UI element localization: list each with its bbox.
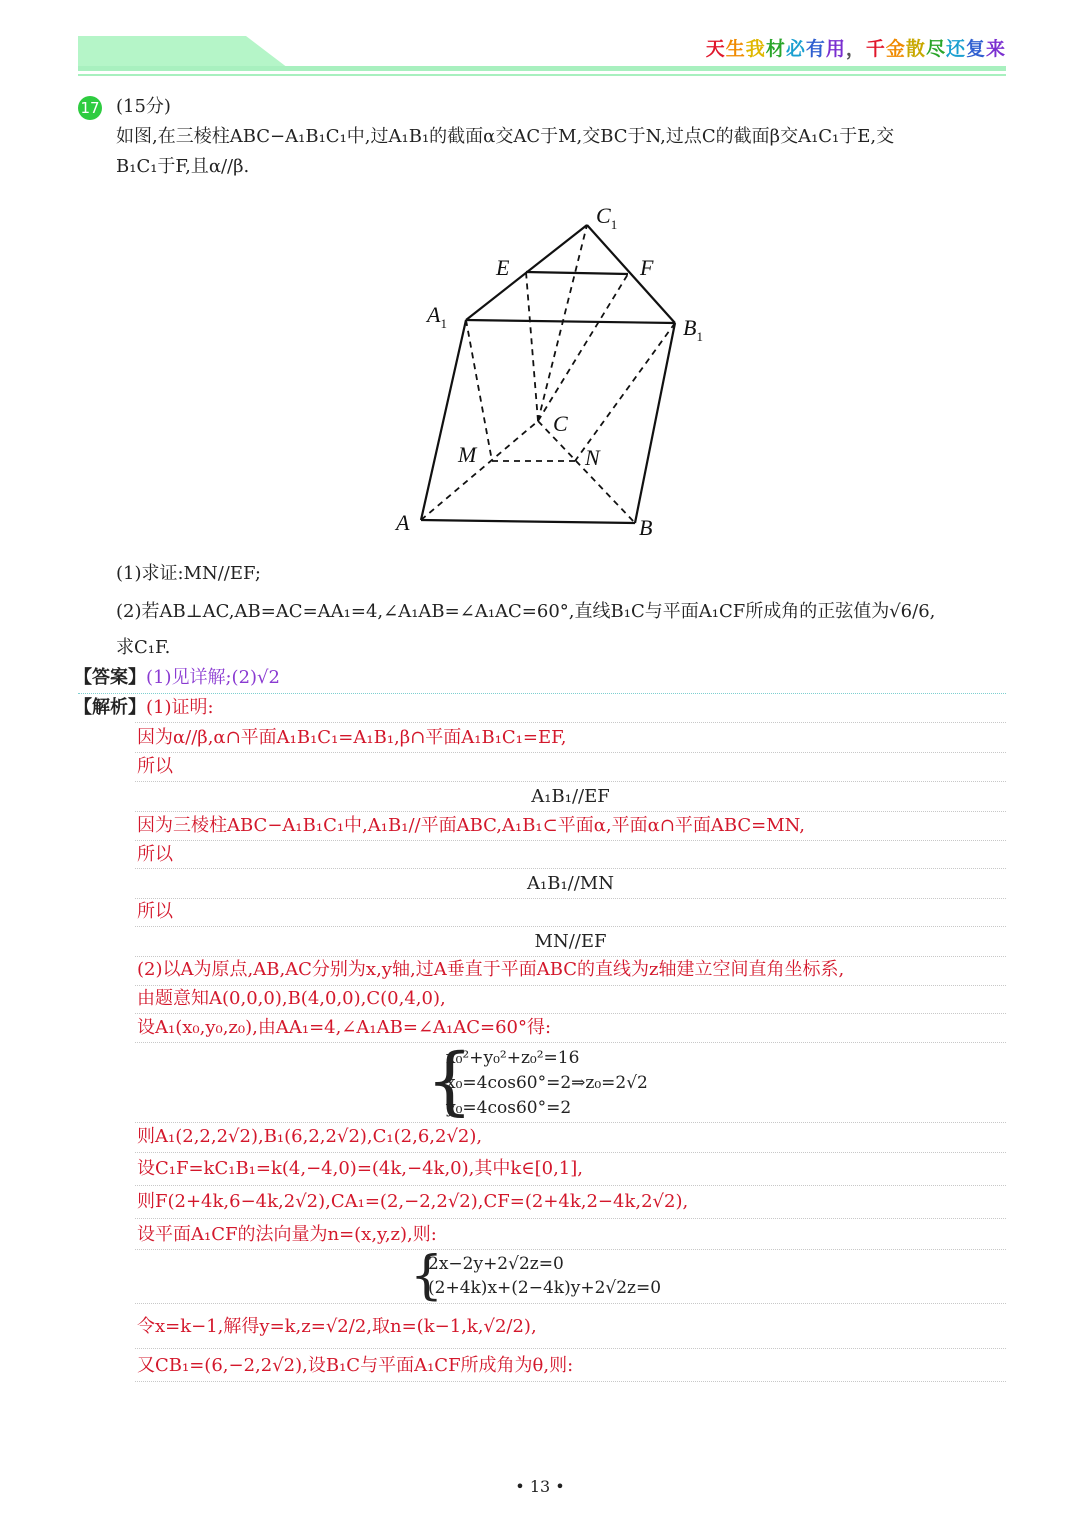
header-rule (78, 66, 1006, 71)
header-band (78, 36, 288, 68)
edge-a1-a (421, 320, 466, 520)
label-n: N (585, 445, 600, 470)
part2-line7: 设平面A₁CF的法向量为n=(x,y,z),则: (137, 1224, 437, 1245)
solution-l2: 因为α//β,α∩平面A₁B₁C₁=A₁B₁,β∩平面A₁B₁C₁=EF, (137, 727, 567, 748)
stem-line2-text: B₁C₁于F,且α//β. (116, 156, 250, 177)
edge-a1-b1 (466, 320, 675, 323)
slogan-char: ， (845, 38, 866, 60)
sys1-eq1: x₀²+y₀²+z₀²=16 (446, 1048, 580, 1068)
edge-b1-n (575, 323, 675, 461)
rule (135, 1185, 1006, 1186)
edge-e-f (526, 272, 628, 274)
slogan-char: 材 (765, 38, 786, 60)
conclusion-1: A₁B₁//EF (531, 786, 610, 807)
edge-c-b (538, 421, 635, 523)
system1-brace: { (426, 1038, 474, 1124)
label-m: M (458, 442, 477, 467)
edge-a-b (421, 520, 635, 523)
slogan-char: 复 (965, 38, 986, 60)
solution-so-1: 所以 (137, 756, 173, 777)
page-number: • 13 • (515, 1477, 565, 1496)
part-2: (2)若AB⊥AC,AB=AC=AA₁=4,∠A₁AB=∠A₁AC=60°,直线B₁C与平面A₁CF所成角的正弦值为√6/6, (116, 601, 936, 622)
label-b1: $B_1$ (683, 315, 703, 344)
slogan-char: 散 (905, 38, 926, 60)
slogan-char: 金 (885, 38, 906, 60)
answer-line (74, 663, 280, 693)
rule (135, 1249, 1006, 1250)
rule (135, 840, 1006, 841)
solution-tag: 【解析】 (74, 697, 146, 718)
question-score: (15分) (116, 96, 171, 117)
slogan-char: 我 (745, 38, 766, 60)
rule (135, 1218, 1006, 1219)
part2-line8: 令x=k−1,解得y=k,z=√2/2,取n=(k−1,k,√2/2), (137, 1316, 537, 1337)
rule (135, 1381, 1006, 1382)
label-f: F (640, 255, 654, 280)
sys2-eq2: (2+4k)x+(2−4k)y+2√2z=0 (428, 1278, 662, 1298)
part2-line6: 则F(2+4k,6−4k,2√2),CA₁=(2,−2,2√2),CF=(2+4k,2−4k,2√2), (137, 1191, 689, 1212)
edge-b1-b (635, 323, 675, 523)
edge-a1-m (466, 320, 492, 461)
part2-line4: 则A₁(2,2,2√2),B₁(6,2,2√2),C₁(2,6,2√2), (137, 1126, 483, 1147)
system2-brace: { (410, 1246, 444, 1306)
prism-figure (380, 195, 720, 545)
part-2-line2: 求C₁F. (116, 637, 171, 658)
rule (135, 1303, 1006, 1304)
slogan-char: 生 (725, 38, 746, 60)
sys2-eq1: 2x−2y+2√2z=0 (428, 1254, 564, 1274)
label-e: E (496, 255, 510, 280)
edge-c-c1 (538, 225, 587, 421)
slogan-char: 用 (825, 38, 846, 60)
label-c1: $C_1$ (596, 203, 618, 232)
rule (135, 898, 1006, 899)
answer-tag: 【答案】 (74, 667, 146, 688)
sys1-eq2: x₀=4cos60°=2⇒z₀=2√2 (446, 1073, 648, 1093)
edge-a-c (421, 421, 538, 520)
part2-line2: 由题意知A(0,0,0),B(4,0,0),C(0,4,0), (137, 988, 446, 1009)
solution-head (74, 693, 214, 723)
label-a1: $A_1$ (427, 302, 447, 331)
part2-line3: 设A₁(x₀,y₀,z₀),由AA₁=4,∠A₁AB=∠A₁AC=60°得: (137, 1017, 552, 1038)
sys1-eq3: y₀=4cos60°=2 (446, 1098, 572, 1118)
conclusion-3: MN//EF (534, 931, 607, 952)
equation-system-2 (428, 1252, 661, 1300)
rule (135, 752, 1006, 753)
part2-line1: (2)以A为原点,AB,AC分别为x,y轴,过A垂直于平面ABC的直线为z轴建立空间直角坐标系, (137, 959, 845, 980)
solution-l1: (1)证明: (146, 697, 214, 718)
edge-c-e (526, 272, 538, 421)
edge-c-f (538, 274, 628, 421)
equation-system-1 (446, 1046, 648, 1121)
question-stem-line2 (116, 152, 249, 182)
rule (135, 1152, 1006, 1153)
divider (78, 693, 1006, 694)
stem-line1-text: 如图,在三棱柱ABC−A₁B₁C₁中,过A₁B₁的截面α交AC于M,交BC于N,过点C的截面β交A₁C₁于E,交 (116, 126, 895, 147)
part2-line9: 又CB₁=(6,−2,2√2),设B₁C与平面A₁CF所成角为θ,则: (137, 1355, 574, 1376)
header-slogan (706, 34, 1006, 61)
solution-so-3: 所以 (137, 901, 173, 922)
slogan-char: 天 (705, 38, 726, 60)
conclusion-2: A₁B₁//MN (527, 873, 614, 894)
solution-l3: 因为三棱柱ABC−A₁B₁C₁中,A₁B₁//平面ABC,A₁B₁⊂平面α,平面α∩平面ABC=MN, (137, 815, 806, 836)
slogan-char: 尽 (925, 38, 946, 60)
slogan-char: 来 (985, 38, 1006, 60)
answer-text: (1)见详解;(2)√2 (146, 667, 280, 688)
label-c: C (553, 411, 568, 436)
question-number: 17 (78, 96, 102, 120)
label-b: B (639, 515, 653, 540)
slogan-char: 还 (945, 38, 966, 60)
rule (135, 1348, 1006, 1349)
slogan-char: 必 (785, 38, 806, 60)
part-1: (1)求证:MN//EF; (116, 563, 261, 584)
solution-so-2: 所以 (137, 844, 173, 865)
slogan-char: 有 (805, 38, 826, 60)
part2-line5: 设C₁F=kC₁B₁=k(4,−4,0)=(4k,−4k,0),其中k∈[0,1], (137, 1158, 583, 1179)
rule (135, 1042, 1006, 1043)
slogan-char: 千 (865, 38, 886, 60)
header-rule-thin (78, 74, 1006, 76)
label-a: A (396, 510, 410, 535)
question-stem-line1 (116, 122, 894, 152)
